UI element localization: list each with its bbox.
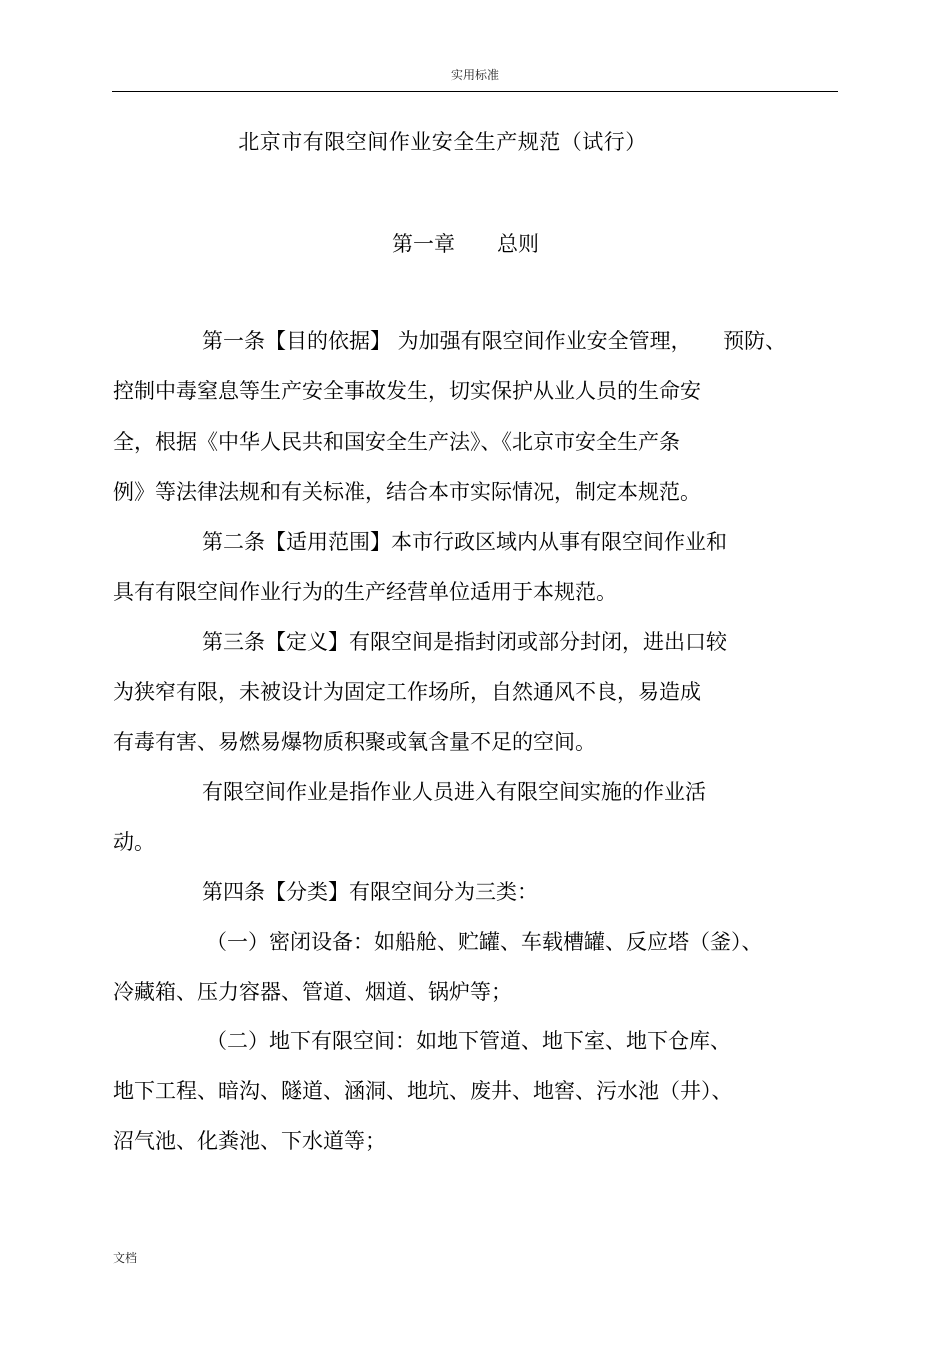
page-header: 实用标准 — [450, 68, 499, 82]
document-title: 北京市有限空间作业安全生产规范（试行） — [238, 130, 647, 154]
body-line: 地下工程、暗沟、隧道、涵洞、地坑、废井、地窖、污水池（井）、 — [113, 1079, 733, 1103]
body-line: 第三条【定义】有限空间是指封闭或部分封闭，进出口较 — [202, 630, 727, 654]
body-line: 具有有限空间作业行为的生产经营单位适用于本规范。 — [113, 580, 617, 604]
body-line: 第四条【分类】有限空间分为三类： — [202, 880, 538, 904]
body-line: 冷藏箱、压力容器、管道、烟道、锅炉等； — [113, 980, 512, 1004]
body-line: 例》等法律法规和有关标准，结合本市实际情况，制定本规范。 — [113, 480, 701, 504]
header-divider — [112, 91, 838, 92]
body-line: 沼气池、化粪池、下水道等； — [113, 1129, 386, 1153]
body-line: 全，根据《中华人民共和国安全生产法》、《北京市安全生产条 — [113, 430, 680, 454]
body-line: 第一条【目的依据】 为加强有限空间作业安全管理， 预防、 — [202, 329, 787, 353]
body-line: 为狭窄有限，未被设计为固定工作场所，自然通风不良，易造成 — [113, 680, 701, 704]
body-line: 有毒有害、易燃易爆物质积聚或氧含量不足的空间。 — [113, 730, 596, 754]
body-line: 第二条【适用范围】本市行政区域内从事有限空间作业和 — [202, 530, 727, 554]
body-line: 有限空间作业是指作业人员进入有限空间实施的作业活 — [202, 780, 706, 804]
page-footer: 文档 — [113, 1251, 138, 1265]
body-line: （二）地下有限空间：如地下管道、地下室、地下仓库、 — [206, 1029, 731, 1053]
body-line: 动。 — [113, 830, 155, 854]
body-line: （一）密闭设备：如船舱、贮罐、车载槽罐、反应塔（釜）、 — [206, 930, 763, 954]
chapter-heading: 第一章 总则 — [392, 232, 539, 256]
body-line: 控制中毒窒息等生产安全事故发生，切实保护从业人员的生命安 — [113, 379, 701, 403]
